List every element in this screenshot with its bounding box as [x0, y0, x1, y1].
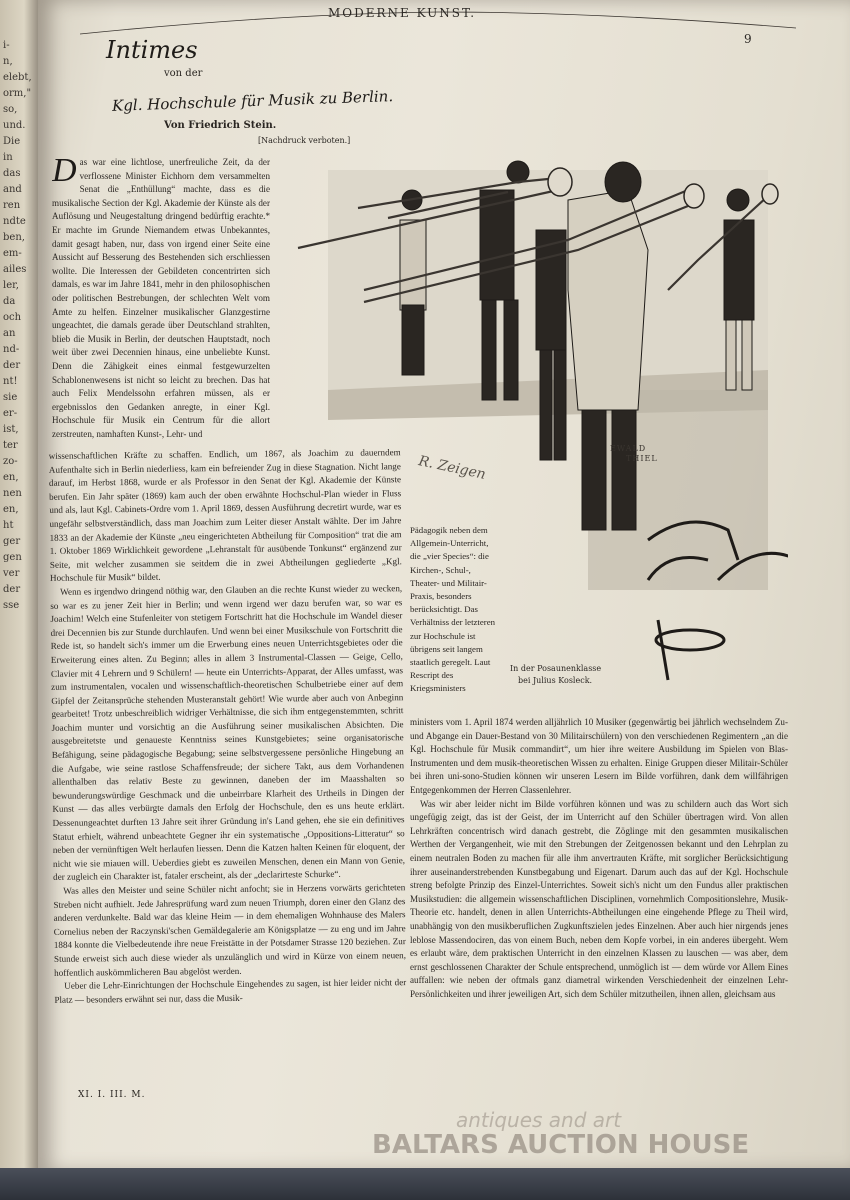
previous-page-fragment: ht	[3, 520, 14, 531]
article-column-right	[410, 716, 788, 1046]
previous-page-fragment: en,	[3, 504, 19, 515]
paragraph	[52, 156, 270, 441]
previous-page-fragment: elebt,	[3, 72, 32, 83]
previous-page-fragment: in	[3, 152, 13, 163]
previous-page-fragment: nd-	[3, 344, 20, 355]
previous-page-fragment: ndte	[3, 216, 26, 227]
previous-page-fragment: ren	[3, 200, 21, 211]
article-column-upper	[52, 156, 270, 456]
author-byline: Von Friedrich Stein.	[164, 120, 277, 131]
previous-page-fragment: sie	[3, 392, 18, 403]
previous-page-edge	[0, 0, 40, 1200]
previous-page-fragment: en,	[3, 472, 19, 483]
paragraph: Pädagogik neben dem Allgemein-Unterricht, die „vier Species“: die Kirchen-, Schul-, Theater- und Militair-Praxis, besonders berücksichtigt. Das Verhältniss der letzteren zur Hochschule ist übrigens seit langem staatlich geregelt. Laut Rescript des Kriegsministers	[410, 525, 496, 694]
previous-page-fragment: n,	[3, 56, 13, 67]
previous-page-fragment: er-	[3, 408, 18, 419]
illustration-caption-line-2: bei Julius Kosleck.	[518, 676, 593, 685]
previous-page-fragment: ailes	[3, 264, 27, 275]
previous-page-fragment: i-	[3, 40, 10, 51]
illustration-caption-line-1: In der Posaunenklasse	[510, 664, 602, 673]
previous-page-fragment: Die	[3, 136, 21, 147]
previous-page-fragment: nt!	[3, 376, 18, 387]
paragraph: Was alles den Meister und seine Schüler nicht anfocht; sie in Herzens vorwärts gerichteten Streben nicht aufhielt. Jede Jahresprüfung ward zum neuen Triumph, doren einer den Glanz des anderen verdunkelte. Bald war das kleine Heim — in dem ehemaligen Wohnhause des Malers Cornelius neben der Raczynski'schen Gemäldegalerie am Königsplatze — zu eng und im Jahre 1884 konnte die Vielbedeutende ihre neue Freistätte in der Potsdamer Strasse 120 beziehen. Zur Stunde erweist sich auch diese wieder als unzulänglich und wird in Kürze von einem neuen, hoffentlich auskömmlicheren Bau abgelöst werden.	[53, 882, 407, 978]
magazine-page	[38, 0, 850, 1172]
previous-page-fragment: ger	[3, 536, 21, 547]
previous-page-fragment: ist,	[3, 424, 19, 435]
running-head: MODERNE KUNST.	[328, 6, 477, 20]
paragraph: ministers vom 1. April 1874 werden alljährlich 10 Musiker (gegenwärtig bei jährlich wechselndem Zu- und Abgange ein Dauer-Bestand von 30 Militairschülern) von den verschiedenen Regimentern „an die Kgl. Hochschule für Musik commandirt“, um hier ihre weitere Ausbildung im Spielen von Blas-Instrumenten und dem musik-theoretischen Wissen zu erhalten. Einige Gruppen dieser Militair-Schüler bei ihren uni-sono-Studien können wir unseren Lesern im Bilde vorführen, dank dem willfährigen Entgegenkommen der Herren Classenlehrer.	[410, 717, 788, 795]
previous-page-fragment: zo-	[3, 456, 18, 467]
title-intimes: Intimes	[106, 36, 198, 64]
watermark-tagline: antiques and art	[456, 1108, 622, 1132]
previous-page-fragment: der	[3, 360, 21, 371]
paragraph: wissenschaftlichen Kräfte zu schaffen. Endlich, um 1867, als Joachim zu dauerndem Aufenthalte sich in Berlin niederliess, kam ein befreiender Zug in diese Stagnation. Nicht lange darauf, im Herbst 1868, wurde er als Professor in den Senat der Kgl. Akademie der Künste berufen. Ein Jahr später (1869) kam auch der oben erwähnte Hochschul-Plan wieder in Fluss und als, laut Kgl. Cabinets-Ordre vom 1. April 1869, dessen Ausführung decretirt wurde, war es ungefähr selbstverständlich, dass man Joachim zum Leiter dieser Anstalt wählte. Der im Jahre 1833 an der Akademie der Künste „neu eingerichteten Abtheilung für Composition“ trat die am 1. Oktober 1869 Wirklichkeit gewordene „Lehranstalt für ausübende Tonkunst“ ergänzend zur Seite, mit welcher zusammen sie seitdem die in zwei Abtheilungen gegliederte „Kgl. Hochschule für Musik“ bildet.	[48, 447, 402, 584]
trombone-class-illustration	[268, 140, 788, 700]
previous-page-fragment: der	[3, 584, 21, 595]
previous-page-fragment: gen	[3, 552, 22, 563]
previous-page-fragment: und.	[3, 120, 26, 131]
previous-page-fragment: och	[3, 312, 22, 323]
watermark-auction-house: BALTARS AUCTION HOUSE	[372, 1130, 750, 1160]
paragraph-text: as war eine lichtlose, unerfreuliche Zeit, da der verflossene Minister Eichhorn dem versammelten Senat die „Enthüllung“ machte, dass es die musikalische Section der Kgl. Akademie der Künste als der Auflösung und Neugestaltung dringend bedürftig erachte.* Er machte im Grunde Niemandem etwas Unbekanntes, damit gesagt haben, nur, dass von irgend einer Seite eine Aussicht auf Besserung des Bestehenden sich erschliessen wollte. Die Interessen der Gebildeten concentrirten sich damals, es war im Jahre 1841, mehr in den philosophischen oder politischen Bestrebungen, der schlechten Welt vom Amte zu helfen. Einzelner musikalischer Glanzgestirne ungeachtet, die damals gerade über Deutschland strahlten, blieb die Musik in Berlin, der deutschen Hauptstadt, noch weit über zwei Decennien hinaus, eine unbeliebte Kunst. Denn die Zähigkeit eines einmal festgewurzelten Schablonenwesens ist nicht so leicht zu brechen. Das hat auch Felix Mendelssohn erfahren müssen, als er ergebnisslos den Gedanken anregte, in einer Kgl. Hochschule für Musik ein Centrum für die allort zerstreuten, namhaften Kunst-, Lehr- und	[52, 157, 270, 439]
narrow-column-beside-illustration	[410, 524, 498, 714]
page-number: 9	[744, 32, 752, 46]
paragraph: Was wir aber leider nicht im Bilde vorführen können und was zu schildern auch das Wort sich ungefügig zeigt, das ist der Geist, der im Unterricht auf den Schüler übertragen wird. Von allen Lehrkräften concentrisch wird danach gestrebt, die Zöglinge mit den gesammten musikalischen Werthen der Vergangenheit, wie mit den Strebungen der Zeitgenossen bekannt und den Lehrplan zu einem neutralen Boden zu machen für alle ihm anvertrauten Kräfte, mit sorglicher Berücksichtigung ihrer auseinanderstrebenden Kunstbegabung und Eigenart. Darum auch das auf der Kgl. Hochschule streng befolgte Prinzip des Einzel-Unterrichtes. Soweit sich's nicht um den Fundus aller praktischen Musikstudien: die allgemein wissenschaftlichen Disciplinen, vornehmlich Compositionslehre, Musik-Theorie etc. handelt, denen in allen Unterrichts-Abtheilungen eine eingehende Pflege zu Theil wird, unabhängig von den musikberuflichen Zugkunftszielen jedes Einzelnen. Aber auch hier nirgends jenes leblose Massendociren, das von einem Buch, neben dem Kopfe vorbei, in ein anderes übergeht. Wem es erlaubt wäre, dem praktischen Unterricht in den einzelnen Klassen zu lauschen — was aber, dem ernst geschlossenen Charakter der Schule entsprechend, unmöglich ist — dem würde vor Allem Eines auffallen: wie neben der oftmals ganz diametral wirkenden Verschiedenheit der einzelnen Lehr-Persönlichkeiten und ihrer jeweiligen Art, sich dem Schüler mitzutheilen, ihnen allen, gleichsam aus	[410, 798, 788, 999]
previous-page-fragment: ter	[3, 440, 18, 451]
previous-page-fragment: ver	[3, 568, 20, 579]
drop-cap: D	[52, 156, 77, 189]
previous-page-fragment: sse	[3, 600, 20, 611]
previous-page-fragment: ben,	[3, 232, 25, 243]
paragraph: Wenn es irgendwo dringend nöthig war, den Glauben an die rechte Kunst wieder zu wecken, so war es zu jener Zeit hier in Berlin; und wenn irgend wer dazu berufen war, so war es Joachim! Welch eine Stufenleiter von stetigem Fortschritt hat die Hochschule im Wandel dieser drei Decennien bis zur Stunde durchlaufen. Und wenn bei einer Musikschule von Fortschritt die Rede ist, so handelt sich's immer um die Erwerbung eines neuen Unterrichtsgebietes oder die Erweiterung eines alten. Zu Beginn; alles in allem 3 Instrumental-Classen — Geige, Cello, Clavier mit 4 Lehrern und 9 Schülern! — heute ein Unterrichts-Apparat, der Alles umfasst, was zum instrumentalen, vocalen und wissenschaftlich-theoretischen Schulbetriebe einer auf dem Gipfel der Zeitansprüche stehenden Musteranstalt gehört! Wie wurde aber auch von Anbeginn gearbeitet! Trotz unbeschreiblich widriger Verhältnisse, die sich ihm entgegenstemmten, schritt Joachim munter und vorsichtig an die Ausführung seiner musikalischen Absichten. Die ausgebreitetste und genaueste Kenntniss seines Kunstgebietes; seine organisatorische Befähigung, seine pädagogische Begabung; seine selbstvergessene persönliche Hingebung an die Aufgabe, wie seine rastlose Schaffensfreude; der sichere Takt, aus dem Vorhandenen allenthalben das relativ Beste zu gewinnen, daneben der im Maasshalten so bewunderungswürdige Geschmack und die unbeirrbare Klarheit des Urtheils in Dingen der Kunst — das alles verbürgte damals den Erfolg der Hochschule, den es uns heute erklärt. Dessenungeachtet durften 13 Jahre seit ihrer Gründung in's Land gehen, ehe sie ein definitives Statut erhielt, während unbeachtete Gegner ihr ein systematische „Oppositions-Litteratur“ so neben der vernünftigen Welt herlaufen liessen. Denn die Katzen halten Keinen für eloquent, der nicht wie sie miauen will. Ueberdies giebt es zuweilen Menschen, denen ein Mann von Genie, der zugleich ein Charakter ist, fataler erscheint, als der „declarirteste Schurke“.	[50, 583, 406, 883]
previous-page-fragment: and	[3, 184, 22, 195]
previous-page-fragment: an	[3, 328, 16, 339]
title-von-der: von der	[164, 68, 203, 79]
previous-page-fragment: orm,"	[3, 88, 32, 99]
previous-page-fragment: so,	[3, 104, 18, 115]
paragraph: Ueber die Lehr-Einrichtungen der Hochschule Eingehendes zu sagen, ist hier leider nicht der Platz — besonders erwähnt sei nur, dass die Musik-	[54, 977, 407, 1005]
illustration-artist-signature: EWALD	[610, 444, 647, 453]
previous-page-fragment: nen	[3, 488, 22, 499]
signature-mark: XI. I. III. M.	[78, 1090, 146, 1100]
previous-page-fragment: da	[3, 296, 16, 307]
previous-page-fragment: em-	[3, 248, 22, 259]
reprint-notice: [Nachdruck verboten.]	[258, 136, 351, 145]
previous-page-fragment: das	[3, 168, 21, 179]
previous-page-fragment: ler,	[3, 280, 19, 291]
background-cloth	[0, 1168, 850, 1200]
illustration-artist-signature-2: THIEL	[626, 454, 658, 463]
title-main: Kgl. Hochschule für Musik zu Berlin.	[111, 87, 394, 115]
illustration-handwritten-signature: R. Zeigen	[417, 453, 488, 483]
